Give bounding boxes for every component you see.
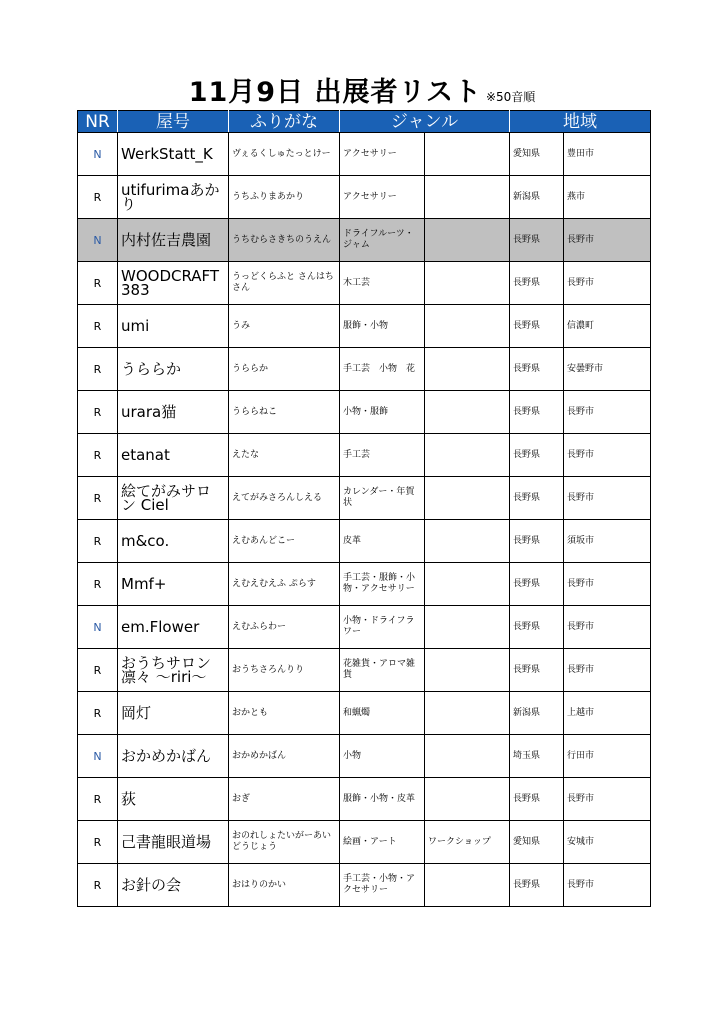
name-cell: utifurimaあかり	[118, 176, 229, 219]
city-cell: 須坂市	[564, 520, 651, 563]
genre-sub-cell	[425, 606, 510, 649]
table-row	[78, 864, 651, 907]
city-cell: 長野市	[564, 606, 651, 649]
nr-cell: R	[78, 434, 118, 477]
genre-sub-cell: ワークショップ	[425, 821, 510, 864]
nr-cell: N	[78, 606, 118, 649]
prefecture-cell: 愛知県	[510, 821, 564, 864]
genre-sub-cell	[425, 391, 510, 434]
genre-sub-cell	[425, 133, 510, 176]
table-row	[78, 692, 651, 735]
genre-cell: 手工芸・服飾・小物・アクセサリー	[340, 563, 425, 606]
name-cell: WOODCRAFT 383	[118, 262, 229, 305]
nr-cell: R	[78, 563, 118, 606]
header-region: 地域	[510, 111, 651, 133]
nr-cell: R	[78, 692, 118, 735]
nr-cell: R	[78, 778, 118, 821]
prefecture-cell: 埼玉県	[510, 735, 564, 778]
furigana-cell: えたな	[229, 434, 340, 477]
city-cell: 安城市	[564, 821, 651, 864]
nr-cell: R	[78, 520, 118, 563]
city-cell: 安曇野市	[564, 348, 651, 391]
prefecture-cell: 長野県	[510, 477, 564, 520]
table-row	[78, 391, 651, 434]
genre-sub-cell	[425, 262, 510, 305]
furigana-cell: おうちさろんりり	[229, 649, 340, 692]
genre-cell: ドライフルーツ・ジャム	[340, 219, 425, 262]
prefecture-cell: 愛知県	[510, 133, 564, 176]
genre-cell: 花雑貨・アロマ雑貨	[340, 649, 425, 692]
nr-cell: R	[78, 391, 118, 434]
table-row	[78, 520, 651, 563]
name-cell: em.Flower	[118, 606, 229, 649]
genre-sub-cell	[425, 305, 510, 348]
name-cell: etanat	[118, 434, 229, 477]
sort-note: ※50音順	[485, 90, 536, 104]
genre-sub-cell	[425, 563, 510, 606]
genre-sub-cell	[425, 176, 510, 219]
header-row	[78, 111, 651, 133]
prefecture-cell: 長野県	[510, 391, 564, 434]
header-furigana: ふりがな	[229, 111, 340, 133]
table-row	[78, 821, 651, 864]
name-cell: m&co.	[118, 520, 229, 563]
table-row	[78, 176, 651, 219]
genre-sub-cell	[425, 649, 510, 692]
city-cell: 長野市	[564, 864, 651, 907]
table-row	[78, 778, 651, 821]
genre-cell: 小物	[340, 735, 425, 778]
nr-cell: N	[78, 219, 118, 262]
furigana-cell: おかとも	[229, 692, 340, 735]
table-row	[78, 305, 651, 348]
genre-sub-cell	[425, 219, 510, 262]
name-cell: お針の会	[118, 864, 229, 907]
prefecture-cell: 長野県	[510, 520, 564, 563]
table-row	[78, 563, 651, 606]
furigana-cell: うっどくらふと さんはちさん	[229, 262, 340, 305]
genre-cell: 手工芸 小物 花	[340, 348, 425, 391]
genre-cell: 和蝋燭	[340, 692, 425, 735]
name-cell: おかめかばん	[118, 735, 229, 778]
furigana-cell: うちふりまあかり	[229, 176, 340, 219]
genre-sub-cell	[425, 778, 510, 821]
genre-cell: 絵画・アート	[340, 821, 425, 864]
furigana-cell: うみ	[229, 305, 340, 348]
genre-cell: 服飾・小物	[340, 305, 425, 348]
nr-cell: R	[78, 305, 118, 348]
header-name: 屋号	[118, 111, 229, 133]
city-cell: 行田市	[564, 735, 651, 778]
city-cell: 信濃町	[564, 305, 651, 348]
city-cell: 燕市	[564, 176, 651, 219]
name-cell: 荻	[118, 778, 229, 821]
furigana-cell: うららか	[229, 348, 340, 391]
nr-cell: R	[78, 176, 118, 219]
city-cell: 長野市	[564, 563, 651, 606]
table-row	[78, 348, 651, 391]
page-title-area	[0, 70, 724, 110]
city-cell: 長野市	[564, 391, 651, 434]
genre-cell: アクセサリー	[340, 176, 425, 219]
table-row	[78, 735, 651, 778]
nr-cell: R	[78, 348, 118, 391]
nr-cell: N	[78, 735, 118, 778]
prefecture-cell: 長野県	[510, 434, 564, 477]
furigana-cell: えむあんどこー	[229, 520, 340, 563]
page-title: 11月9日 出展者リスト	[188, 77, 482, 108]
genre-cell: カレンダー・年賀状	[340, 477, 425, 520]
prefecture-cell: 長野県	[510, 864, 564, 907]
genre-cell: 手工芸	[340, 434, 425, 477]
city-cell: 長野市	[564, 778, 651, 821]
genre-cell: 服飾・小物・皮革	[340, 778, 425, 821]
name-cell: urara猫	[118, 391, 229, 434]
genre-sub-cell	[425, 348, 510, 391]
nr-cell: R	[78, 477, 118, 520]
prefecture-cell: 長野県	[510, 348, 564, 391]
genre-sub-cell	[425, 434, 510, 477]
genre-sub-cell	[425, 520, 510, 563]
table-row	[78, 262, 651, 305]
city-cell: 長野市	[564, 219, 651, 262]
genre-cell: 小物・ドライフラワー	[340, 606, 425, 649]
city-cell: 豊田市	[564, 133, 651, 176]
nr-cell: R	[78, 649, 118, 692]
furigana-cell: おはりのかい	[229, 864, 340, 907]
table-row	[78, 477, 651, 520]
city-cell: 長野市	[564, 262, 651, 305]
prefecture-cell: 長野県	[510, 219, 564, 262]
name-cell: 己書龍眼道場	[118, 821, 229, 864]
prefecture-cell: 新潟県	[510, 176, 564, 219]
prefecture-cell: 長野県	[510, 778, 564, 821]
table-row	[78, 219, 651, 262]
name-cell: 岡灯	[118, 692, 229, 735]
furigana-cell: おぎ	[229, 778, 340, 821]
furigana-cell: おかめかばん	[229, 735, 340, 778]
name-cell: おうちサロン凛々 ～riri～	[118, 649, 229, 692]
name-cell: 絵てがみサロン Ciel	[118, 477, 229, 520]
prefecture-cell: 長野県	[510, 563, 564, 606]
header-genre: ジャンル	[340, 111, 510, 133]
city-cell: 長野市	[564, 477, 651, 520]
city-cell: 長野市	[564, 434, 651, 477]
genre-sub-cell	[425, 735, 510, 778]
table-row	[78, 434, 651, 477]
name-cell: WerkStatt_K	[118, 133, 229, 176]
genre-cell: 手工芸・小物・アクセサリー	[340, 864, 425, 907]
table-row	[78, 606, 651, 649]
nr-cell: R	[78, 864, 118, 907]
genre-sub-cell	[425, 692, 510, 735]
exhibitor-table	[77, 110, 651, 907]
nr-cell: N	[78, 133, 118, 176]
furigana-cell: えむふらわー	[229, 606, 340, 649]
name-cell: umi	[118, 305, 229, 348]
name-cell: Mmf+	[118, 563, 229, 606]
furigana-cell: うちむらさきちのうえん	[229, 219, 340, 262]
genre-sub-cell	[425, 477, 510, 520]
city-cell: 長野市	[564, 649, 651, 692]
name-cell: 内村佐吉農園	[118, 219, 229, 262]
prefecture-cell: 新潟県	[510, 692, 564, 735]
genre-cell: アクセサリー	[340, 133, 425, 176]
city-cell: 上越市	[564, 692, 651, 735]
nr-cell: R	[78, 821, 118, 864]
nr-cell: R	[78, 262, 118, 305]
furigana-cell: えてがみさろんしえる	[229, 477, 340, 520]
genre-cell: 木工芸	[340, 262, 425, 305]
prefecture-cell: 長野県	[510, 649, 564, 692]
table-row	[78, 649, 651, 692]
furigana-cell: ヴぇるくしゅたっとけー	[229, 133, 340, 176]
furigana-cell: えむえむえふ ぷらす	[229, 563, 340, 606]
prefecture-cell: 長野県	[510, 606, 564, 649]
furigana-cell: おのれしょたいがーあいどうじょう	[229, 821, 340, 864]
header-nr: NR	[78, 111, 118, 133]
genre-cell: 皮革	[340, 520, 425, 563]
prefecture-cell: 長野県	[510, 262, 564, 305]
furigana-cell: うららねこ	[229, 391, 340, 434]
genre-sub-cell	[425, 864, 510, 907]
name-cell: うららか	[118, 348, 229, 391]
prefecture-cell: 長野県	[510, 305, 564, 348]
table-row	[78, 133, 651, 176]
genre-cell: 小物・服飾	[340, 391, 425, 434]
